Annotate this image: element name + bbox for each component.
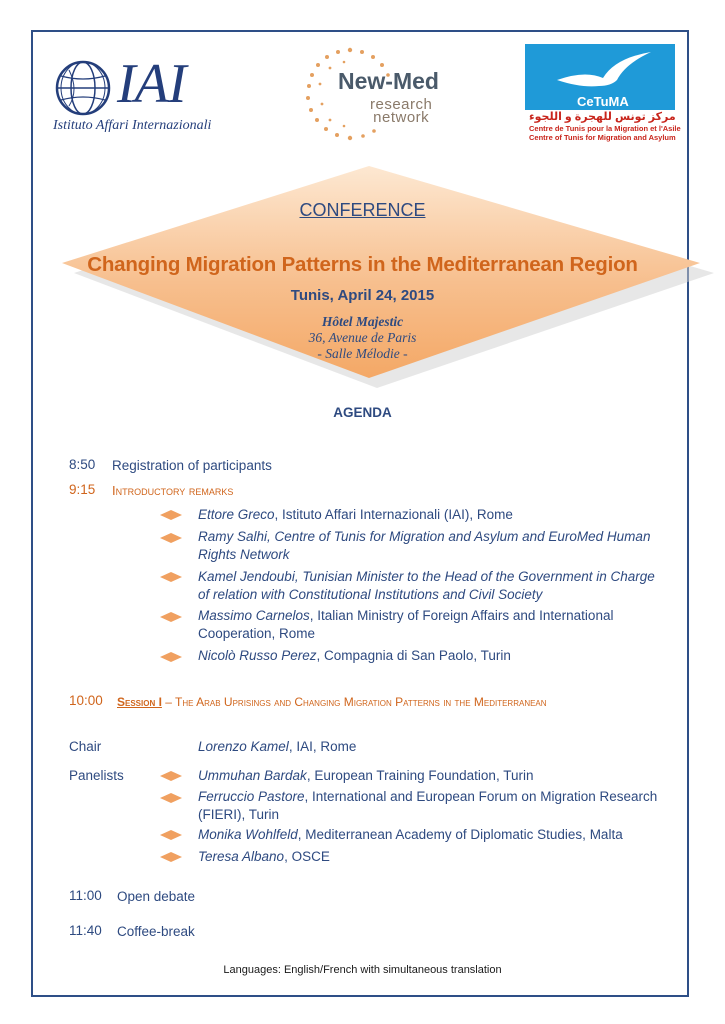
cetuma-arabic: مركز تونس للهجرة و اللجوء — [529, 111, 676, 123]
speaker-affiliation: , Istituto Affari Internazionali (IAI), Rome — [274, 507, 513, 522]
panelist-affiliation: , European Training Foundation, Turin — [306, 768, 534, 783]
intro-speaker-2 — [198, 528, 668, 564]
session1-heading — [117, 694, 637, 710]
speaker-name: Ettore Greco — [198, 507, 275, 522]
diamond-bullet-icon — [160, 793, 182, 803]
intro-label: Introductory remarks — [112, 483, 234, 498]
venue — [0, 314, 725, 362]
venue-name: Hôtel Majestic — [321, 314, 404, 329]
session1-label: Session I — [117, 695, 162, 709]
venue-address: 36, Avenue de Paris — [308, 330, 417, 345]
panelist-4 — [198, 848, 668, 866]
cetuma-french: Centre de Tunis pour la Migration et l'Asile — [529, 124, 681, 133]
iai-logo-subtitle: Istituto Affari Internazionali — [53, 118, 212, 133]
panelist-affiliation: , International and European Forum on Migration Research (FIERI), Turin — [198, 789, 658, 822]
diamond-bullet-icon — [160, 533, 182, 543]
coffee-text: Coffee-break — [117, 924, 195, 939]
newmed-line2: network — [373, 109, 430, 126]
registration-time: 8:50 — [69, 457, 96, 472]
newmed-line1: research — [370, 96, 433, 113]
intro-speaker-5 — [198, 647, 668, 665]
cetuma-logo-name: CeTuMA — [577, 94, 629, 109]
conference-date: Tunis, April 24, 2015 — [290, 287, 435, 304]
chair-affiliation: , IAI, Rome — [288, 739, 357, 754]
registration-text: Registration of participants — [112, 458, 272, 473]
coffee-time: 11:40 — [69, 923, 102, 938]
panelist-name: Teresa Albano — [198, 849, 285, 864]
cetuma-english: Centre of Tunis for Migration and Asylum — [529, 133, 676, 142]
intro-speaker-3 — [198, 568, 668, 604]
panelist-name: Ummuhan Bardak — [198, 768, 307, 783]
panelists-label: Panelists — [69, 768, 124, 783]
intro-time: 9:15 — [69, 482, 96, 497]
panelist-2 — [198, 788, 668, 824]
chair — [198, 738, 668, 756]
diamond-bullet-icon — [160, 572, 182, 582]
panelist-1 — [198, 767, 668, 785]
iai-logo-text: IAI — [117, 53, 186, 115]
diamond-bullet-icon — [160, 852, 182, 862]
panelist-affiliation: , Mediterranean Academy of Diplomatic Studies, Malta — [297, 827, 623, 842]
agenda-heading: AGENDA — [333, 405, 392, 420]
panelist-3 — [198, 826, 668, 844]
speaker-name: Nicolò Russo Perez — [198, 648, 317, 663]
speaker-name: Massimo Carnelos — [198, 608, 310, 623]
languages-note: Languages: English/French with simultaneous translation — [223, 964, 502, 976]
intro-speaker-1 — [198, 506, 668, 524]
intro-speaker-4 — [198, 607, 668, 643]
panelist-name: Ferruccio Pastore — [198, 789, 305, 804]
diamond-bullet-icon — [160, 652, 182, 662]
debate-time: 11:00 — [69, 888, 102, 903]
conference-label: CONFERENCE — [299, 200, 426, 220]
newmed-logo-title: New-Med — [338, 68, 439, 94]
chair-name: Lorenzo Kamel — [198, 739, 289, 754]
session1-title: – The Arab Uprisings and Changing Migration Patterns in the Mediterranean — [161, 695, 547, 709]
debate-text: Open debate — [117, 889, 196, 904]
panelist-affiliation: , OSCE — [284, 849, 330, 864]
session1-time: 10:00 — [69, 693, 103, 708]
speaker-name: Kamel Jendoubi, Tunisian Minister to the Head of the Government in Charge of relation with Constitutional Institutions and Civil Society — [198, 569, 655, 602]
diamond-bullet-icon — [160, 612, 182, 622]
panelist-name: Monika Wohlfeld — [198, 827, 298, 842]
venue-room: - Salle Mélodie - — [317, 346, 408, 361]
diamond-bullet-icon — [160, 830, 182, 840]
speaker-affiliation: , Italian Ministry of Foreign Affairs and International Cooperation, Rome — [198, 608, 614, 641]
speaker-affiliation: , Compagnia di San Paolo, Turin — [316, 648, 511, 663]
speaker-name: Ramy Salhi, Centre of Tunis for Migration and Asylum and EuroMed Human Rights Network — [198, 529, 651, 562]
diamond-bullet-icon — [160, 771, 182, 781]
diamond-bullet-icon — [160, 510, 182, 520]
chair-label: Chair — [69, 739, 102, 754]
conference-title: Changing Migration Patterns in the Mediterranean Region — [87, 253, 638, 276]
